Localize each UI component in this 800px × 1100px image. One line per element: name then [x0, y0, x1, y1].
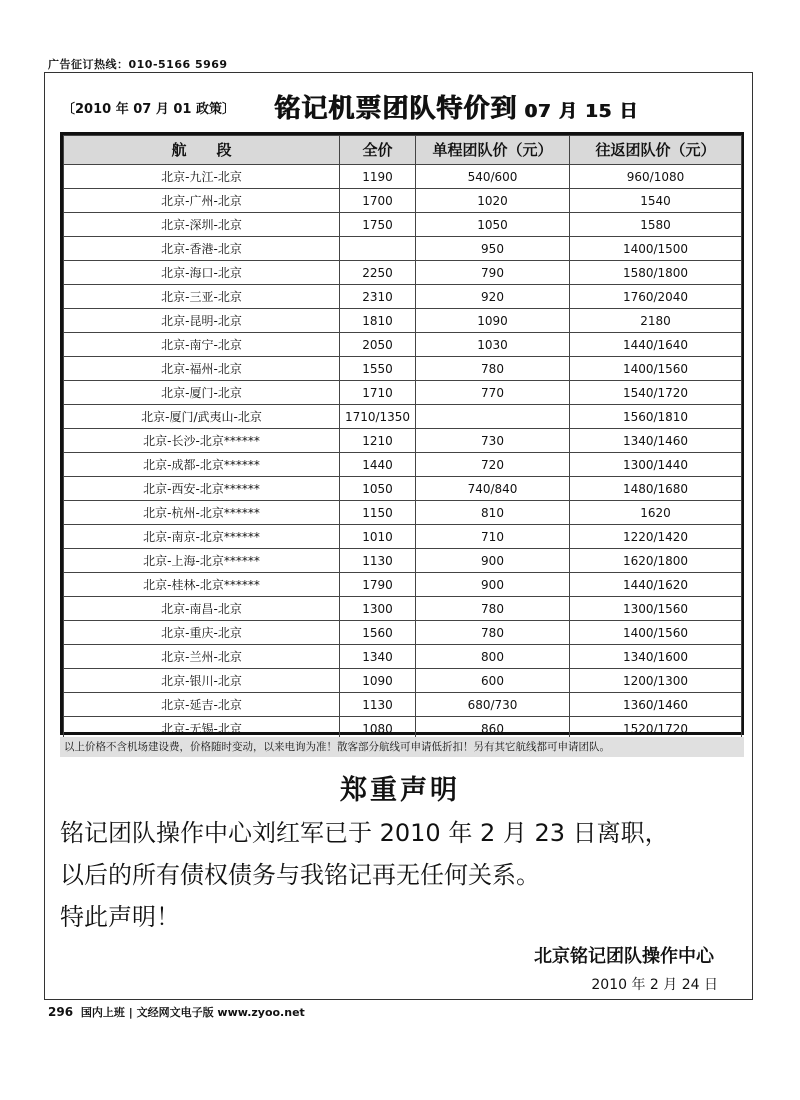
fare-table: [60, 132, 744, 735]
cell-full-price: 1190: [340, 165, 416, 189]
table-row: [64, 189, 742, 213]
cell-round-trip-price: 1400/1560: [570, 357, 742, 381]
cell-full-price: 2250: [340, 261, 416, 285]
cell-one-way-price: 1030: [416, 333, 570, 357]
table-row: [64, 165, 742, 189]
cell-one-way-price: 810: [416, 501, 570, 525]
cell-one-way-price: 780: [416, 357, 570, 381]
table-row: [64, 573, 742, 597]
cell-route: 北京-昆明-北京: [64, 309, 340, 333]
cell-one-way-price: 900: [416, 573, 570, 597]
table-row: [64, 693, 742, 717]
cell-round-trip-price: 1480/1680: [570, 477, 742, 501]
cell-route: 北京-海口-北京: [64, 261, 340, 285]
cell-route: 北京-桂林-北京******: [64, 573, 340, 597]
cell-round-trip-price: 960/1080: [570, 165, 742, 189]
table-row: [64, 477, 742, 501]
cell-full-price: 2050: [340, 333, 416, 357]
cell-round-trip-price: 1540: [570, 189, 742, 213]
table-row: [64, 381, 742, 405]
table-row: [64, 501, 742, 525]
cell-full-price: 1810: [340, 309, 416, 333]
table-row: [64, 237, 742, 261]
cell-round-trip-price: 1620/1800: [570, 549, 742, 573]
footer-text: 国内上班 | 文经网文电子版 www.zyoo.net: [80, 1006, 305, 1019]
declaration-line: 铭记团队操作中心刘红军已于 2010 年 2 月 23 日离职，: [60, 819, 669, 847]
column-header-one-way: 单程团队价（元）: [416, 136, 570, 165]
cell-one-way-price: 790: [416, 261, 570, 285]
cell-one-way-price: 1090: [416, 309, 570, 333]
cell-route: 北京-杭州-北京******: [64, 501, 340, 525]
table-row: [64, 429, 742, 453]
cell-route: 北京-重庆-北京: [64, 621, 340, 645]
table-row: [64, 309, 742, 333]
cell-route: 北京-广州-北京: [64, 189, 340, 213]
cell-route: 北京-成都-北京******: [64, 453, 340, 477]
table-body: [64, 165, 742, 741]
cell-route: 北京-厦门/武夷山-北京: [64, 405, 340, 429]
hotline-text: 广告征订热线：010-5166 5969: [48, 58, 228, 71]
cell-full-price: 1750: [340, 213, 416, 237]
policy-label: 〔2010 年 07 月 01 政策〕: [62, 102, 235, 117]
cell-round-trip-price: 1200/1300: [570, 669, 742, 693]
cell-one-way-price: 740/840: [416, 477, 570, 501]
cell-round-trip-price: 1360/1460: [570, 693, 742, 717]
table-row: [64, 621, 742, 645]
cell-full-price: 1210: [340, 429, 416, 453]
cell-route: 北京-三亚-北京: [64, 285, 340, 309]
cell-one-way-price: 800: [416, 645, 570, 669]
title-date: 07 月 15 日: [517, 101, 639, 122]
cell-one-way-price: 920: [416, 285, 570, 309]
cell-full-price: 1710/1350: [340, 405, 416, 429]
cell-round-trip-price: 1340/1600: [570, 645, 742, 669]
declaration-signature: 北京铭记团队操作中心: [534, 946, 714, 967]
declaration-line: 特此声明！: [60, 903, 180, 931]
cell-round-trip-price: 1400/1560: [570, 621, 742, 645]
cell-round-trip-price: 1300/1440: [570, 453, 742, 477]
cell-one-way-price: [416, 405, 570, 429]
cell-round-trip-price: 1580: [570, 213, 742, 237]
declaration-body: [60, 812, 750, 938]
table-row: [64, 213, 742, 237]
cell-one-way-price: 540/600: [416, 165, 570, 189]
table-row: [64, 285, 742, 309]
cell-route: 北京-银川-北京: [64, 669, 340, 693]
page-number: 296: [48, 1005, 74, 1019]
cell-round-trip-price: 1400/1500: [570, 237, 742, 261]
cell-full-price: 1440: [340, 453, 416, 477]
cell-full-price: 1550: [340, 357, 416, 381]
cell-one-way-price: 780: [416, 597, 570, 621]
cell-route: 北京-上海-北京******: [64, 549, 340, 573]
cell-one-way-price: 770: [416, 381, 570, 405]
cell-route: 北京-九江-北京: [64, 165, 340, 189]
cell-full-price: 2310: [340, 285, 416, 309]
cell-round-trip-price: 1560/1810: [570, 405, 742, 429]
cell-one-way-price: 1020: [416, 189, 570, 213]
table-row: [64, 333, 742, 357]
cell-one-way-price: 780: [416, 621, 570, 645]
cell-full-price: 1560: [340, 621, 416, 645]
header: [62, 88, 742, 128]
table-header-row: [64, 136, 742, 165]
column-header-round-trip: 往返团队价（元）: [570, 136, 742, 165]
table-row: [64, 357, 742, 381]
cell-full-price: 1050: [340, 477, 416, 501]
cell-route: 北京-西安-北京******: [64, 477, 340, 501]
cell-round-trip-price: 2180: [570, 309, 742, 333]
cell-one-way-price: 950: [416, 237, 570, 261]
cell-round-trip-price: 1300/1560: [570, 597, 742, 621]
cell-one-way-price: 680/730: [416, 693, 570, 717]
cell-full-price: 1700: [340, 189, 416, 213]
table-row: [64, 645, 742, 669]
cell-full-price: 1340: [340, 645, 416, 669]
cell-round-trip-price: 1540/1720: [570, 381, 742, 405]
cell-route: 北京-延吉-北京: [64, 693, 340, 717]
page-title: [274, 88, 638, 125]
declaration-date: 2010 年 2 月 24 日: [591, 977, 718, 993]
table-row: [64, 597, 742, 621]
cell-route: 北京-无锡-北京: [64, 717, 340, 741]
cell-round-trip-price: 1760/2040: [570, 285, 742, 309]
table-row: [64, 453, 742, 477]
cell-route: 北京-南宁-北京: [64, 333, 340, 357]
cell-route: 北京-兰州-北京: [64, 645, 340, 669]
column-header-full-price: 全价: [340, 136, 416, 165]
cell-full-price: 1790: [340, 573, 416, 597]
cell-route: 北京-福州-北京: [64, 357, 340, 381]
column-header-route: 航 段: [64, 136, 340, 165]
cell-full-price: [340, 237, 416, 261]
table-row: [64, 525, 742, 549]
cell-route: 北京-厦门-北京: [64, 381, 340, 405]
cell-route: 北京-南昌-北京: [64, 597, 340, 621]
cell-route: 北京-南京-北京******: [64, 525, 340, 549]
cell-full-price: 1090: [340, 669, 416, 693]
cell-one-way-price: 710: [416, 525, 570, 549]
table-row: [64, 549, 742, 573]
table-row: [64, 261, 742, 285]
declaration-line: 以后的所有债权债务与我铭记再无任何关系。: [60, 861, 540, 889]
cell-round-trip-price: 1220/1420: [570, 525, 742, 549]
cell-round-trip-price: 1440/1620: [570, 573, 742, 597]
cell-route: 北京-香港-北京: [64, 237, 340, 261]
cell-one-way-price: 900: [416, 549, 570, 573]
cell-full-price: 1710: [340, 381, 416, 405]
table-row: [64, 669, 742, 693]
cell-full-price: 1010: [340, 525, 416, 549]
cell-full-price: 1300: [340, 597, 416, 621]
cell-full-price: 1130: [340, 693, 416, 717]
cell-round-trip-price: 1620: [570, 501, 742, 525]
declaration-title: 郑重声明: [340, 775, 460, 806]
cell-round-trip-price: 1440/1640: [570, 333, 742, 357]
cell-one-way-price: 730: [416, 429, 570, 453]
page-footer: [48, 1004, 305, 1020]
cell-route: 北京-深圳-北京: [64, 213, 340, 237]
cell-one-way-price: 720: [416, 453, 570, 477]
cell-route: 北京-长沙-北京******: [64, 429, 340, 453]
cell-full-price: 1130: [340, 549, 416, 573]
table-row: [64, 405, 742, 429]
cell-one-way-price: 860: [416, 717, 570, 741]
cell-round-trip-price: 1340/1460: [570, 429, 742, 453]
cell-round-trip-price: 1520/1720: [570, 717, 742, 741]
title-main: 铭记机票团队特价到: [274, 94, 518, 124]
cell-one-way-price: 600: [416, 669, 570, 693]
cell-full-price: 1150: [340, 501, 416, 525]
cell-full-price: 1080: [340, 717, 416, 741]
price-note: 以上价格不含机场建设费，价格随时变动，以来电询为准！散客部分航线可申请低折扣！另有其它航线都可申请团队。: [60, 737, 744, 757]
cell-round-trip-price: 1580/1800: [570, 261, 742, 285]
cell-one-way-price: 1050: [416, 213, 570, 237]
